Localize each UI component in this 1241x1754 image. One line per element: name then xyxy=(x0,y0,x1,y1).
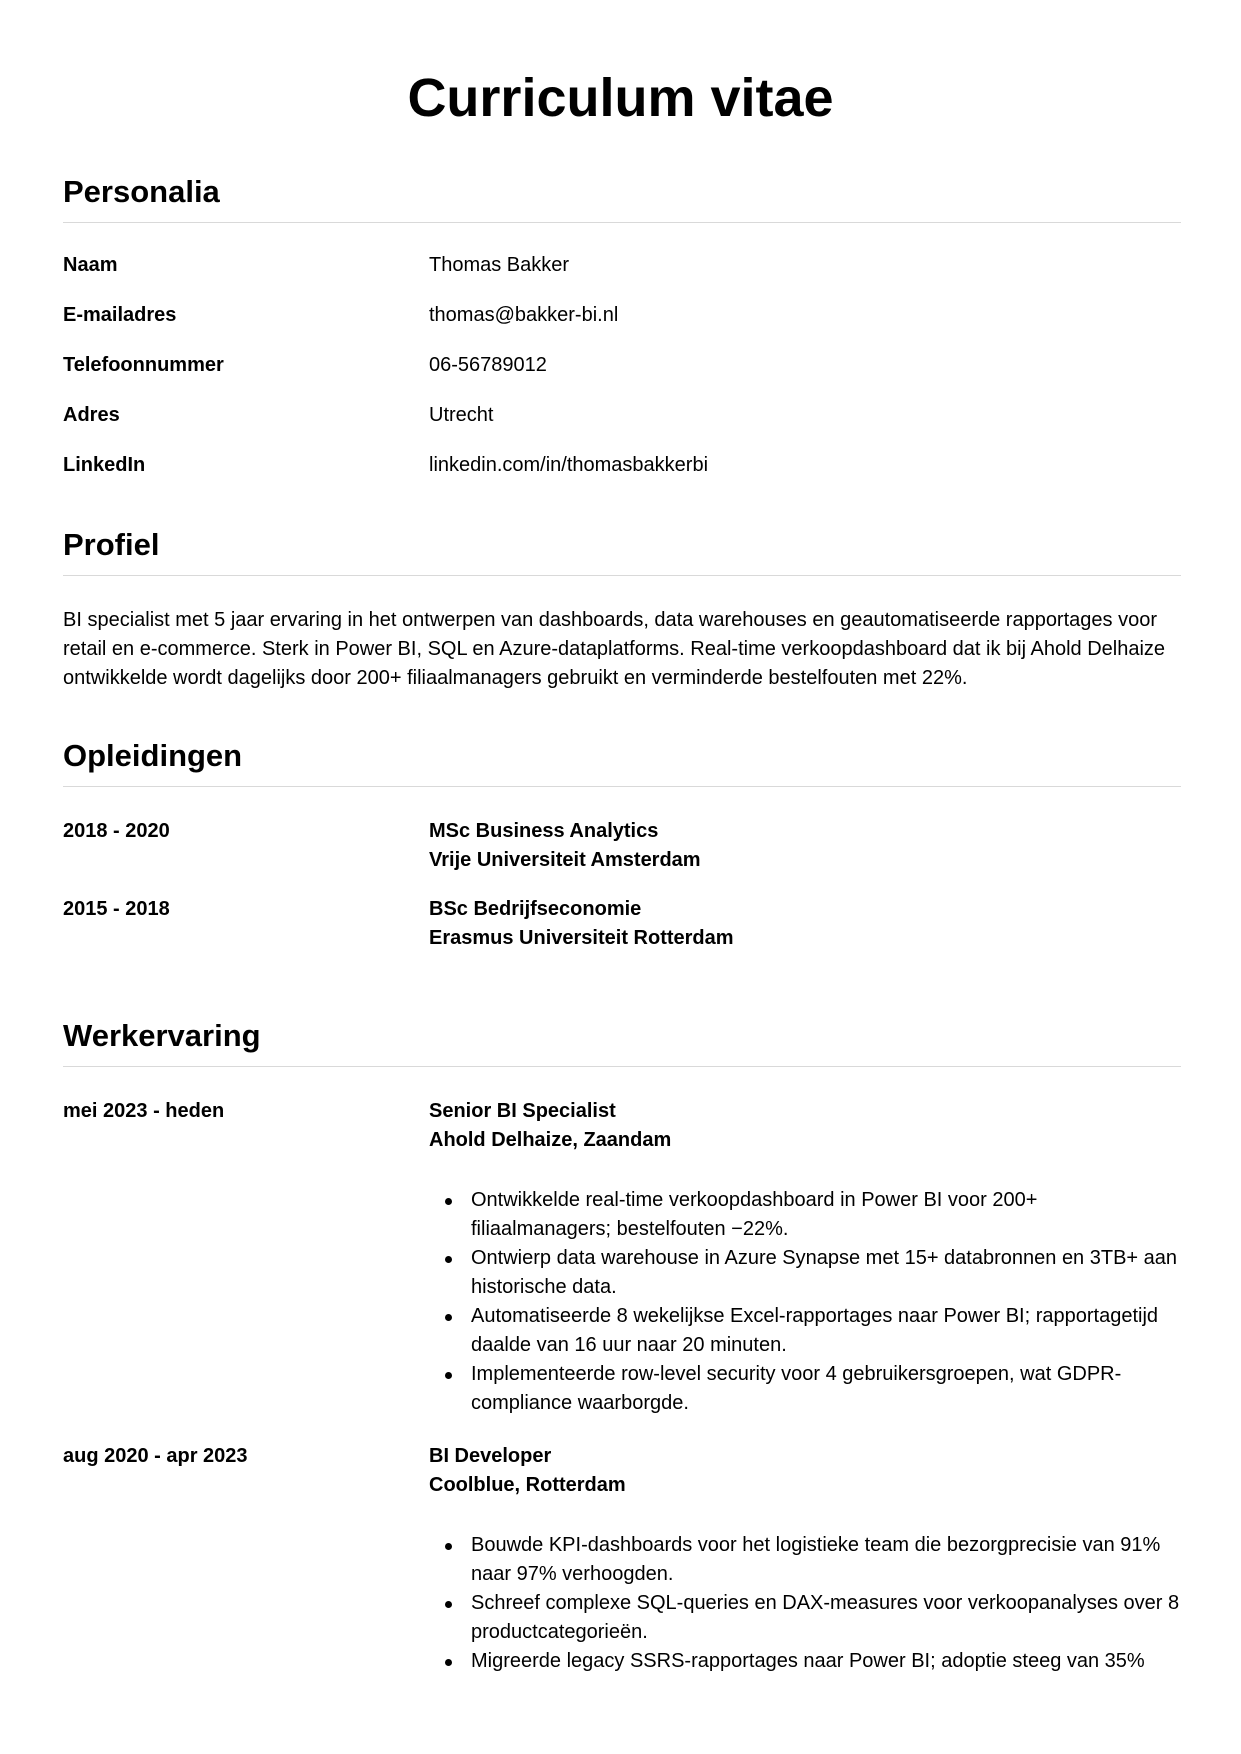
personal-label: Naam xyxy=(63,254,118,276)
education-school: Erasmus Universiteit Rotterdam xyxy=(429,927,734,949)
work-company: Ahold Delhaize, Zaandam xyxy=(429,1129,672,1151)
section-personalia xyxy=(63,172,1181,501)
work-role: BI Developer xyxy=(429,1445,552,1467)
personal-label: Telefoonnummer xyxy=(63,354,224,376)
work-achievements xyxy=(429,1531,1181,1676)
work-list xyxy=(63,1097,1181,1676)
achievement-item: Migreerde legacy SSRS-rapportages naar Power BI; adoptie steeg van 35% xyxy=(471,1647,1181,1676)
achievement-item: Ontwierp data warehouse in Azure Synapse met 15+ databronnen en 3TB+ aan historische data. xyxy=(471,1244,1181,1302)
personal-row-email xyxy=(63,301,1181,351)
achievement-item: Implementeerde row-level security voor 4 gebruikersgroepen, wat GDPR-compliance waarborgde. xyxy=(471,1360,1181,1418)
work-details xyxy=(429,1097,1181,1418)
work-details xyxy=(429,1442,1181,1676)
education-item xyxy=(63,817,1181,875)
personal-label: E-mailadres xyxy=(63,304,177,326)
education-period: 2015 - 2018 xyxy=(63,898,170,920)
personal-row-linkedin xyxy=(63,451,1181,501)
work-item xyxy=(63,1442,1181,1676)
document-title: Curriculum vitae xyxy=(407,68,834,128)
section-heading-profiel: Profiel xyxy=(63,525,1181,576)
personal-value: Thomas Bakker xyxy=(429,254,570,276)
education-details xyxy=(429,895,1181,953)
work-item xyxy=(63,1097,1181,1418)
work-period: mei 2023 - heden xyxy=(63,1100,225,1122)
personal-value: thomas@bakker-bi.nl xyxy=(429,304,619,326)
section-opleidingen xyxy=(63,736,1181,973)
personal-row-name xyxy=(63,251,1181,301)
personal-row-phone xyxy=(63,351,1181,401)
achievement-item: Ontwikkelde real-time verkoopdashboard in Power BI voor 200+ filiaalmanagers; bestelfouten −22%. xyxy=(471,1186,1181,1244)
work-achievements xyxy=(429,1186,1181,1418)
section-werkervaring xyxy=(63,1016,1181,1700)
work-role: Senior BI Specialist xyxy=(429,1100,616,1122)
personal-value: 06-56789012 xyxy=(429,354,547,376)
personal-label: Adres xyxy=(63,404,120,426)
section-heading-personalia: Personalia xyxy=(63,172,1181,223)
achievement-item: Schreef complexe SQL-queries en DAX-measures voor verkoopanalyses over 8 productcategorieën. xyxy=(471,1589,1181,1647)
personal-value: Utrecht xyxy=(429,404,494,426)
section-profiel xyxy=(63,525,1181,693)
section-heading-opleidingen: Opleidingen xyxy=(63,736,1181,787)
personal-label: LinkedIn xyxy=(63,454,146,476)
education-item xyxy=(63,895,1181,953)
education-degree: BSc Bedrijfseconomie xyxy=(429,898,642,920)
personal-details xyxy=(63,251,1181,501)
education-list xyxy=(63,817,1181,953)
education-period: 2018 - 2020 xyxy=(63,820,170,842)
education-details xyxy=(429,817,1181,875)
achievement-item: Automatiseerde 8 wekelijkse Excel-rapportages naar Power BI; rapportagetijd daalde van 16 uur naar 20 minuten. xyxy=(471,1302,1181,1360)
section-heading-werkervaring: Werkervaring xyxy=(63,1016,1181,1067)
education-degree: MSc Business Analytics xyxy=(429,820,659,842)
personal-row-address xyxy=(63,401,1181,451)
work-company: Coolblue, Rotterdam xyxy=(429,1474,626,1496)
profile-text: BI specialist met 5 jaar ervaring in het ontwerpen van dashboards, data warehouses en geautomatiseerde rapportages voor retail en e-commerce. Sterk in Power BI, SQL en Azure-dataplatforms. Real-time verkoopdashboard dat ik bij Ahold Delhaize ontwikkelde wordt dagelijks door 200+ filiaalmanagers gebruikt en verminderde bestelfouten met 22%. xyxy=(63,609,1166,689)
work-period: aug 2020 - apr 2023 xyxy=(63,1445,248,1467)
achievement-item: Bouwde KPI-dashboards voor het logistieke team die bezorgprecisie van 91% naar 97% verhoogden. xyxy=(471,1531,1181,1589)
education-school: Vrije Universiteit Amsterdam xyxy=(429,849,701,871)
personal-value: linkedin.com/in/thomasbakkerbi xyxy=(429,454,709,476)
